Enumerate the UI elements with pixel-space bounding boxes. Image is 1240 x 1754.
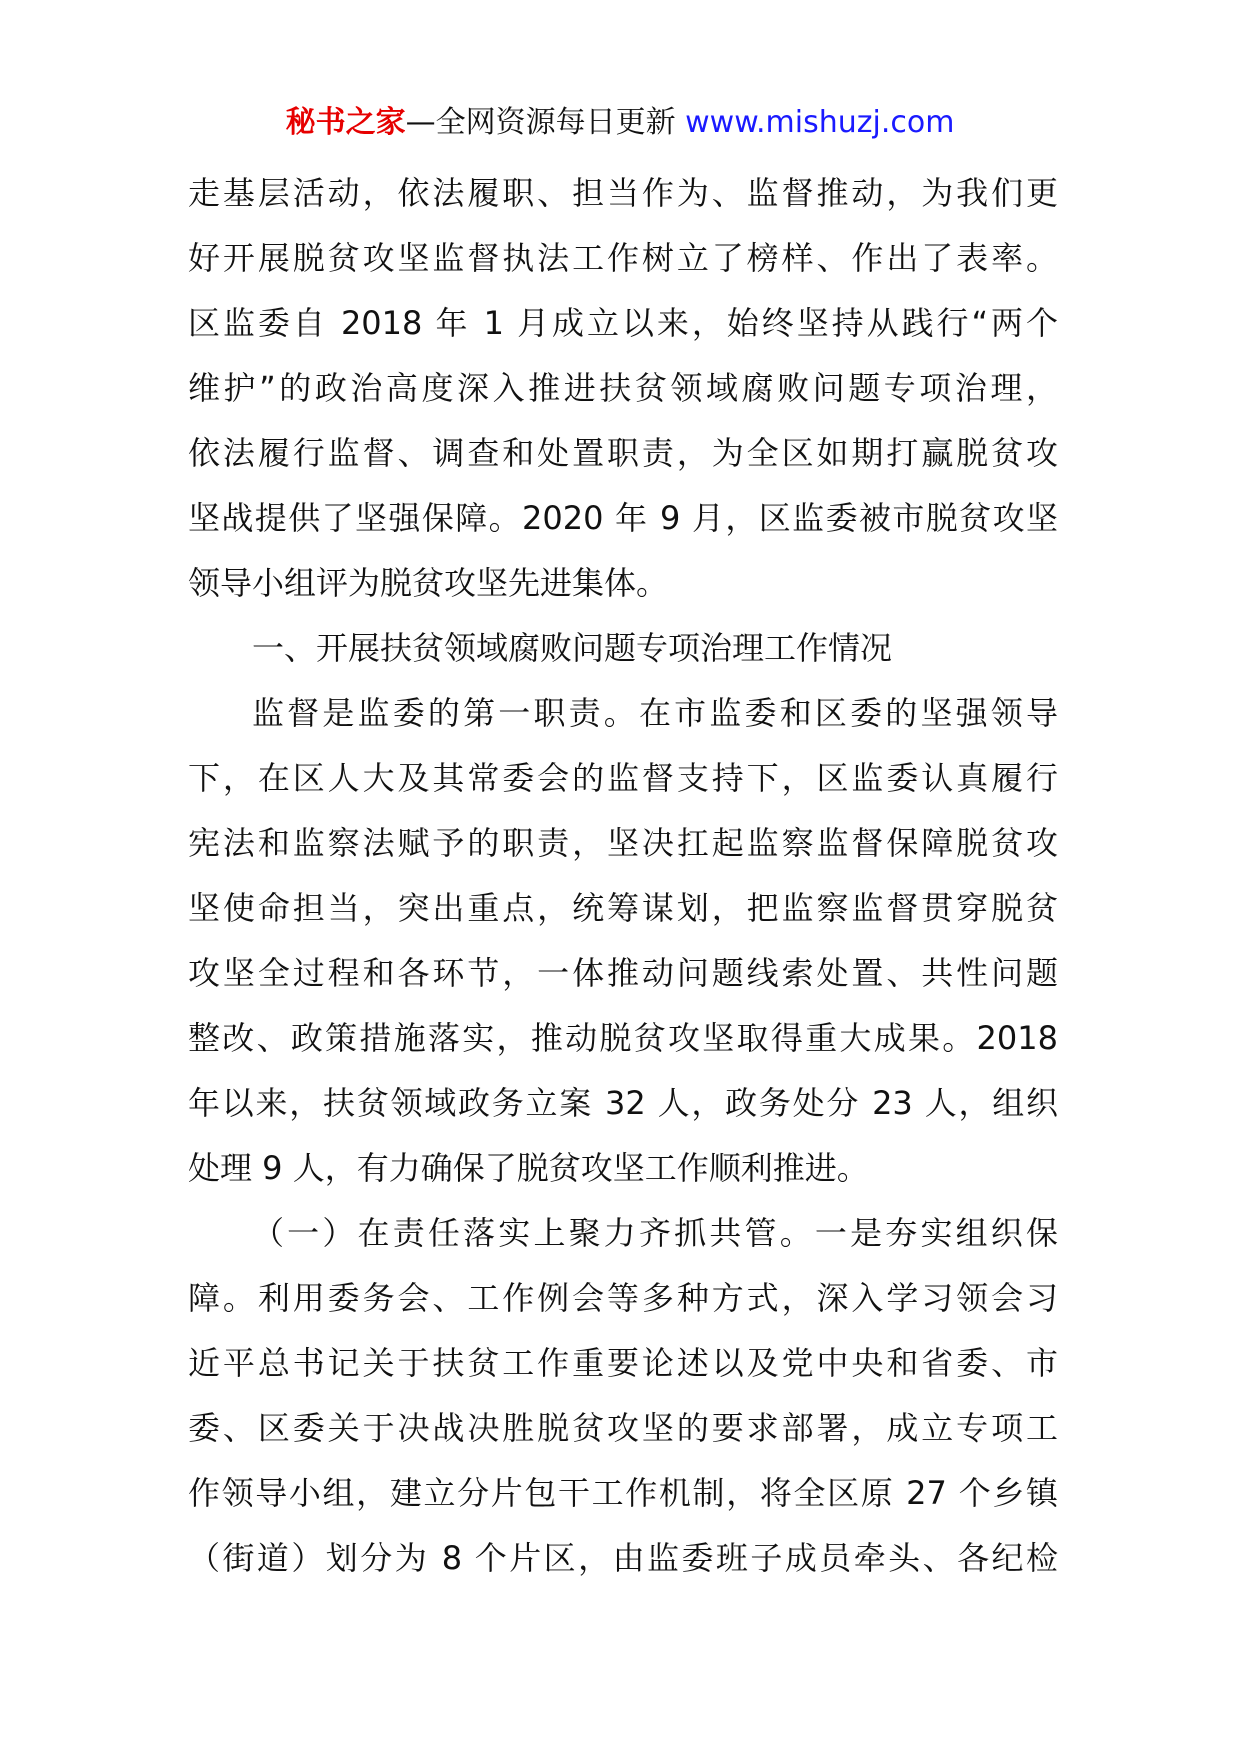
text-line: 障。利用委务会、工作例会等多种方式，深入学习领会习 xyxy=(188,1279,1058,1317)
text-line: 作领导小组，建立分片包干工作机制，将全区原 27 个乡镇 xyxy=(188,1474,1058,1512)
text-line: 坚战提供了坚强保障。2020 年 9 月，区监委被市脱贫攻坚 xyxy=(188,499,1058,537)
text-line: 处理 9 人，有力确保了脱贫攻坚工作顺利推进。 xyxy=(188,1149,869,1187)
text-line: 监督是监委的第一职责。在市监委和区委的坚强领导 xyxy=(252,694,1058,732)
text-line: 近平总书记关于扶贫工作重要论述以及党中央和省委、市 xyxy=(188,1344,1058,1382)
site-tagline: —全网资源每日更新 xyxy=(405,105,686,140)
text-line: 依法履行监督、调查和处置职责，为全区如期打赢脱贫攻 xyxy=(188,434,1058,472)
text-line: 维护”的政治高度深入推进扶贫领域腐败问题专项治理， xyxy=(188,369,1058,407)
text-line: 走基层活动，依法履职、担当作为、监督推动，为我们更 xyxy=(188,174,1058,212)
text-line: （一）在责任落实上聚力齐抓共管。一是夯实组织保 xyxy=(252,1214,1058,1252)
site-url-link[interactable]: www.mishuzj.com xyxy=(685,105,955,140)
site-header xyxy=(0,100,1240,146)
text-line: （街道）划分为 8 个片区，由监委班子成员牵头、各纪检 xyxy=(188,1539,1058,1577)
text-line: 领导小组评为脱贫攻坚先进集体。 xyxy=(188,564,669,602)
text-line: 委、区委关于决战决胜脱贫攻坚的要求部署，成立专项工 xyxy=(188,1409,1058,1447)
text-line: 坚使命担当，突出重点，统筹谋划，把监察监督贯穿脱贫 xyxy=(188,889,1058,927)
text-line: 区监委自 2018 年 1 月成立以来，始终坚持从践行“两个 xyxy=(188,304,1058,342)
document-body xyxy=(188,161,1058,1591)
text-line: 整改、政策措施落实，推动脱贫攻坚取得重大成果。2018 xyxy=(188,1019,1058,1057)
text-line: 好开展脱贫攻坚监督执法工作树立了榜样、作出了表率。 xyxy=(188,239,1058,277)
text-line: 宪法和监察法赋予的职责，坚决扛起监察监督保障脱贫攻 xyxy=(188,824,1058,862)
text-line: 下，在区人大及其常委会的监督支持下，区监委认真履行 xyxy=(188,759,1058,797)
text-line: 攻坚全过程和各环节，一体推动问题线索处置、共性问题 xyxy=(188,954,1058,992)
text-line: 一、开展扶贫领域腐败问题专项治理工作情况 xyxy=(252,629,893,667)
site-brand: 秘书之家 xyxy=(285,105,406,140)
text-line: 年以来，扶贫领域政务立案 32 人，政务处分 23 人，组织 xyxy=(188,1084,1058,1122)
